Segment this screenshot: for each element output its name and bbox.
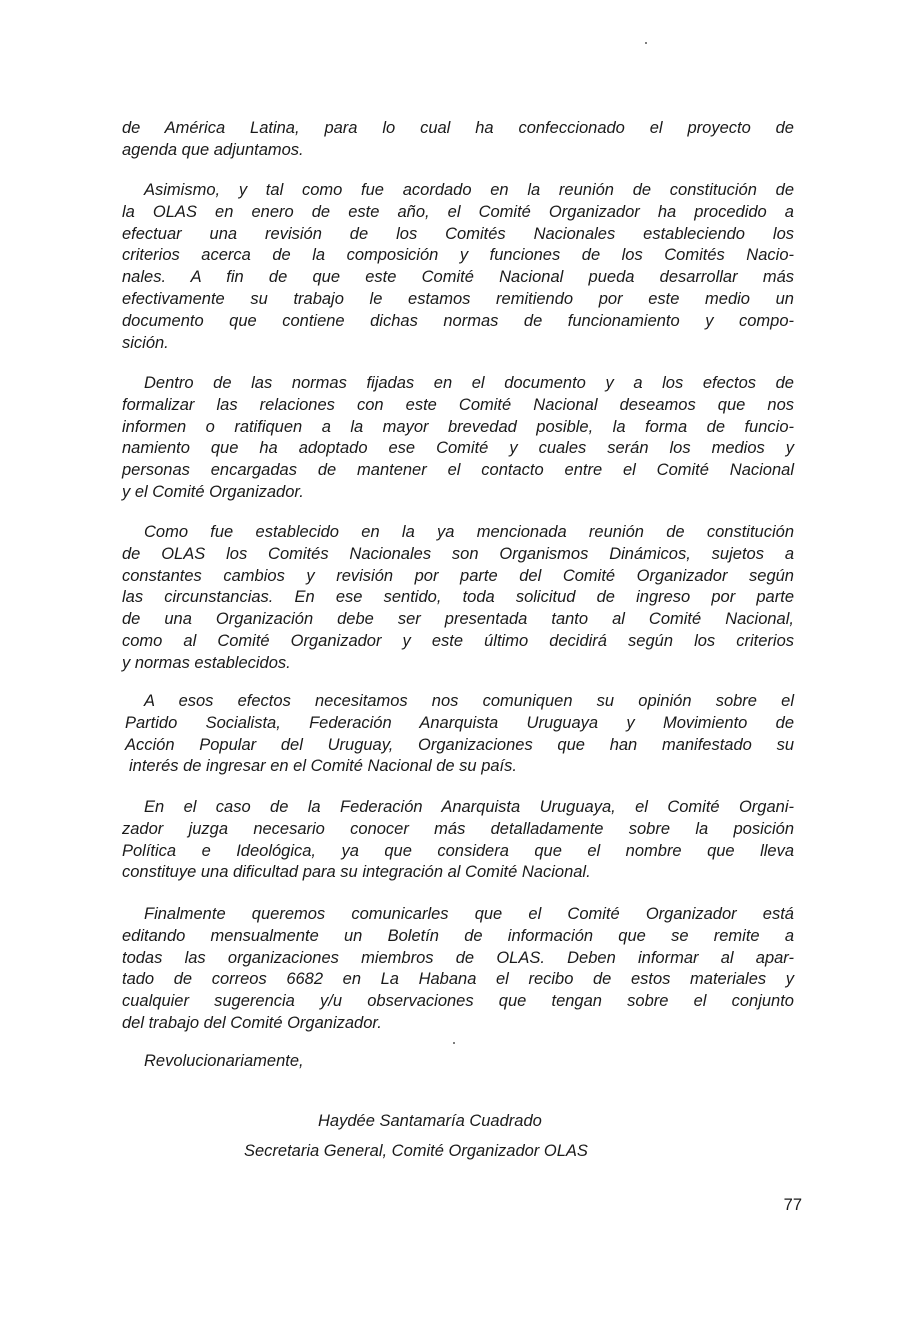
paragraph-intro-continuation <box>122 118 794 162</box>
text-line: sición. <box>122 333 169 352</box>
text-line: constituye una dificultad para su integración al Comité Nacional. <box>122 863 591 882</box>
text-line: las circunstancias. En ese sentido, toda solicitud de ingreso por parte <box>122 588 794 607</box>
scan-speck <box>453 1042 455 1044</box>
paragraph-dynamic-organisms <box>122 522 794 675</box>
text-line: como al Comité Organizador y este último decidirá según los criterios <box>122 631 794 650</box>
paragraph-formalize-relations <box>122 373 794 504</box>
text-line: efectuar una revisión de los Comités Nacionales estableciendo los <box>122 224 794 243</box>
page-number: 77 <box>783 1196 802 1214</box>
text-line: A esos efectos necesitamos nos comuniquen su opinión sobre el <box>144 692 794 710</box>
text-line: constantes cambios y revisión por parte del Comité Organizador según <box>122 566 794 585</box>
text-line: Política e Ideológica, ya que considera que el nombre que lleva <box>122 841 794 860</box>
text-line: criterios acerca de la composición y funciones de los Comités Nacio- <box>122 246 794 265</box>
text-line: En el caso de la Federación Anarquista Uruguaya, el Comité Organi- <box>144 798 794 816</box>
signatory-name: Haydée Santamaría Cuadrado <box>318 1112 542 1130</box>
text-line: del trabajo del Comité Organizador. <box>122 1013 382 1032</box>
text-line: efectivamente su trabajo le estamos remitiendo por este medio un <box>122 289 794 308</box>
signatory-title: Secretaria General, Comité Organizador OLAS <box>244 1142 588 1160</box>
text-line: nales. A fin de que este Comité Nacional pueda desarrollar más <box>122 268 794 287</box>
scan-speck <box>645 42 647 44</box>
text-line: Como fue establecido en la ya mencionada reunión de constitución <box>144 523 794 541</box>
text-line: y normas establecidos. <box>122 653 291 672</box>
text-line: de OLAS los Comités Nacionales son Organismos Dinámicos, sujetos a <box>122 544 794 563</box>
text-line: y el Comité Organizador. <box>122 482 304 501</box>
text-line: formalizar las relaciones con este Comité Nacional deseamos que nos <box>122 395 794 414</box>
paragraph-opinion-request <box>122 691 794 778</box>
text-line: editando mensualmente un Boletín de información que se remite a <box>122 926 794 945</box>
text-line: Partido Socialista, Federación Anarquista Uruguaya y Movimiento de <box>125 713 794 732</box>
text-line: tado de correos 6682 en La Habana el recibo de estos materiales y <box>122 970 794 989</box>
text-line: cualquier sugerencia y/u observaciones que tengan sobre el conjunto <box>122 992 794 1011</box>
text-line: documento que contiene dichas normas de funcionamiento y compo- <box>122 311 794 330</box>
paragraph-bulletin <box>122 904 794 1035</box>
text-line: de una Organización debe ser presentada tanto al Comité Nacional, <box>122 610 794 629</box>
text-line: interés de ingresar en el Comité Nacional de su país. <box>129 757 517 776</box>
text-line: personas encargadas de mantener el contacto entre el Comité Nacional <box>122 461 794 480</box>
text-line: la OLAS en enero de este año, el Comité Organizador ha procedido a <box>122 202 794 221</box>
text-line: informen o ratifiquen a la mayor brevedad posible, la forma de funcio- <box>122 417 794 436</box>
paragraph-anarchist-federation <box>122 797 794 884</box>
text-line: zador juzga necesario conocer más detalladamente sobre la posición <box>122 819 794 838</box>
text-line: agenda que adjuntamos. <box>122 140 304 159</box>
text-line: Acción Popular del Uruguay, Organizaciones que han manifestado su <box>125 735 794 754</box>
text-line: Dentro de las normas fijadas en el documento y a los efectos de <box>144 374 794 392</box>
text-line: Finalmente queremos comunicarles que el Comité Organizador está <box>144 905 794 923</box>
text-line: Asimismo, y tal como fue acordado en la reunión de constitución de <box>144 181 794 199</box>
paragraph-national-committees-review <box>122 180 794 354</box>
text-line: de América Latina, para lo cual ha confeccionado el proyecto de <box>122 119 794 137</box>
closing-salutation: Revolucionariamente, <box>144 1052 304 1070</box>
text-line: namiento que ha adoptado ese Comité y cuales serán los medios y <box>122 439 794 458</box>
text-line: todas las organizaciones miembros de OLAS. Deben informar al apar- <box>122 948 794 967</box>
